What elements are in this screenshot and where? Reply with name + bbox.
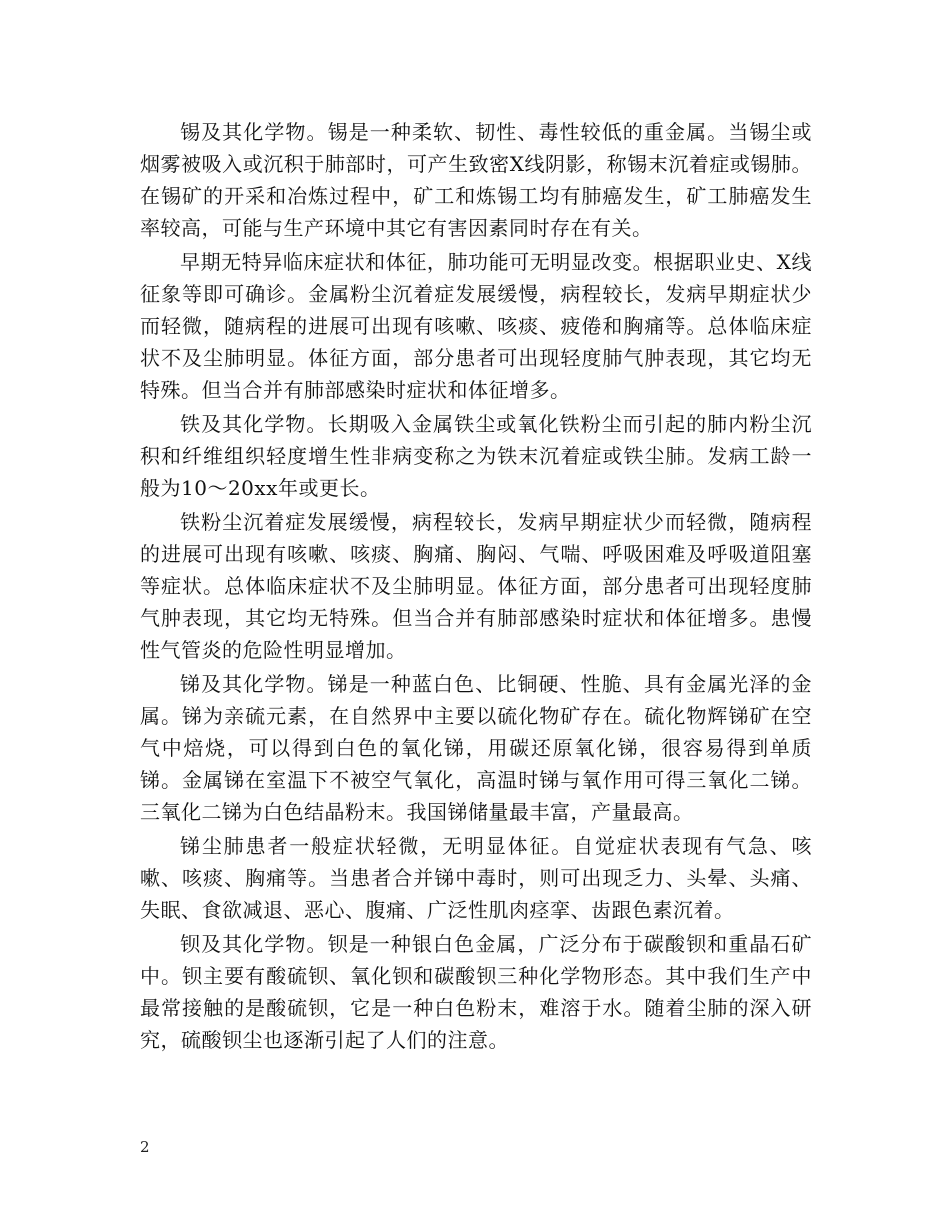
paragraph-iron-compounds: 铁及其化学物。长期吸入金属铁尘或氧化铁粉尘而引起的肺内粉尘沉积和纤维组织轻度增生性非病变称之为铁末沉着症或铁尘肺。发病工龄一般为10～20xx年或更长。: [140, 412, 812, 500]
document-body: [140, 116, 812, 1058]
paragraph-barium-compounds: 钡及其化学物。钡是一种银白色金属，广泛分布于碳酸钡和重晶石矿中。钡主要有酸硫钡、氧化钡和碳酸钡三种化学物形态。其中我们生产中最常接触的是酸硫钡，它是一种白色粉末，难溶于水。随着尘肺的深入研究，硫酸钡尘也逐渐引起了人们的注意。: [140, 932, 812, 1052]
paragraph-antimony-compounds: 锑及其化学物。锑是一种蓝白色、比铜硬、性脆、具有金属光泽的金属。锑为亲硫元素，在自然界中主要以硫化物矿存在。硫化物辉锑矿在空气中焙烧，可以得到白色的氧化锑，用碳还原氧化锑，很容易得到单质锑。金属锑在室温下不被空气氧化，高温时锑与氧作用可得三氧化二锑。三氧化二锑为白色结晶粉末。我国锑储量最丰富，产量最高。: [140, 672, 812, 824]
paragraph-tin-compounds: 锡及其化学物。锡是一种柔软、韧性、毒性较低的重金属。当锡尘或烟雾被吸入或沉积于肺部时，可产生致密X线阴影，称锡末沉着症或锡肺。在锡矿的开采和冶炼过程中，矿工和炼锡工均有肺癌发生，矿工肺癌发生率较高，可能与生产环境中其它有害因素同时存在有关。: [140, 120, 812, 240]
paragraph-antimony-pneumoconiosis: 锑尘肺患者一般症状轻微，无明显体征。自觉症状表现有气急、咳嗽、咳痰、胸痛等。当患者合并锑中毒时，则可出现乏力、头晕、头痛、失眠、食欲减退、恶心、腹痛、广泛性肌肉痉挛、齿跟色素沉着。: [140, 834, 812, 922]
page-number: 2: [140, 1138, 150, 1156]
paragraph-early-symptoms: 早期无特异临床症状和体征，肺功能可无明显改变。根据职业史、X线征象等即可确诊。金属粉尘沉着症发展缓慢，病程较长，发病早期症状少而轻微，随病程的进展可出现有咳嗽、咳痰、疲倦和胸痛等。总体临床症状不及尘肺明显。体征方面，部分患者可出现轻度肺气肿表现，其它均无特殊。但当合并有肺部感染时症状和体征增多。: [140, 250, 812, 402]
paragraph-iron-dust-symptoms: 铁粉尘沉着症发展缓慢，病程较长，发病早期症状少而轻微，随病程的进展可出现有咳嗽、咳痰、胸痛、胸闷、气喘、呼吸困难及呼吸道阻塞等症状。总体临床症状不及尘肺明显。体征方面，部分患者可出现轻度肺气肿表现，其它均无特殊。但当合并有肺部感染时症状和体征增多。患慢性气管炎的危险性明显增加。: [140, 510, 812, 662]
